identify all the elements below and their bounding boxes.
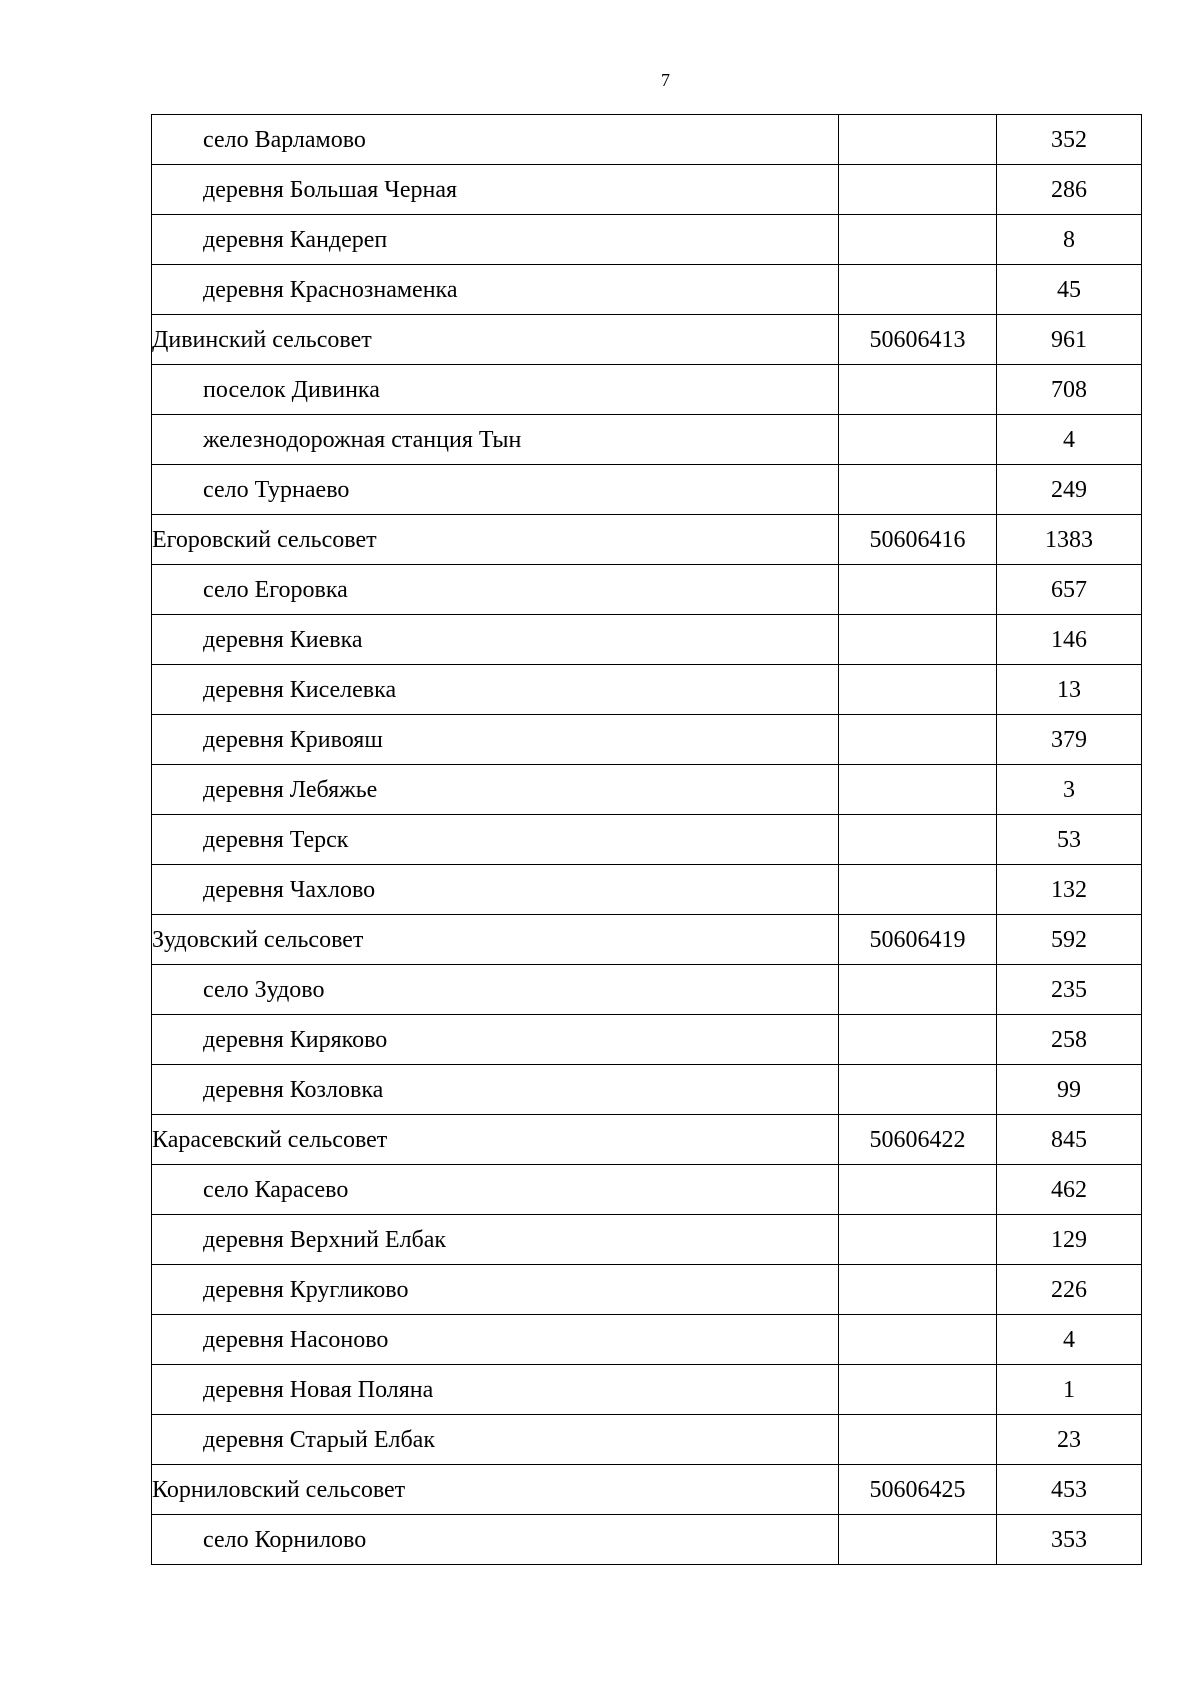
settlement-row xyxy=(152,565,1142,615)
population-cell: 1383 xyxy=(997,515,1142,565)
oktmo-code-cell xyxy=(839,115,997,165)
population-cell: 708 xyxy=(997,365,1142,415)
settlement-row xyxy=(152,815,1142,865)
settlement-row xyxy=(152,1165,1142,1215)
oktmo-code-cell xyxy=(839,1365,997,1415)
settlement-name-cell: деревня Большая Черная xyxy=(152,165,839,215)
council-name-cell: Карасевский сельсовет xyxy=(152,1115,839,1165)
settlement-row xyxy=(152,115,1142,165)
population-cell: 53 xyxy=(997,815,1142,865)
population-cell: 45 xyxy=(997,265,1142,315)
settlement-name-cell: деревня Киряково xyxy=(152,1015,839,1065)
oktmo-code-cell xyxy=(839,365,997,415)
table-body xyxy=(152,115,1142,1565)
population-cell: 4 xyxy=(997,1315,1142,1365)
oktmo-code-cell xyxy=(839,415,997,465)
oktmo-code-cell xyxy=(839,965,997,1015)
oktmo-code-cell xyxy=(839,715,997,765)
population-cell: 352 xyxy=(997,115,1142,165)
population-cell: 13 xyxy=(997,665,1142,715)
page-number: 7 xyxy=(661,70,670,90)
council-row xyxy=(152,315,1142,365)
population-cell: 249 xyxy=(997,465,1142,515)
oktmo-code-cell xyxy=(839,765,997,815)
oktmo-code-cell: 50606425 xyxy=(839,1465,997,1515)
oktmo-code-cell xyxy=(839,615,997,665)
council-row xyxy=(152,1115,1142,1165)
population-cell: 8 xyxy=(997,215,1142,265)
council-row xyxy=(152,1465,1142,1515)
council-row xyxy=(152,515,1142,565)
settlement-row xyxy=(152,715,1142,765)
population-cell: 845 xyxy=(997,1115,1142,1165)
settlement-row xyxy=(152,965,1142,1015)
settlement-row xyxy=(152,615,1142,665)
population-cell: 99 xyxy=(997,1065,1142,1115)
population-cell: 235 xyxy=(997,965,1142,1015)
settlement-row xyxy=(152,365,1142,415)
council-name-cell: Дивинский сельсовет xyxy=(152,315,839,365)
oktmo-code-cell xyxy=(839,1415,997,1465)
population-cell: 129 xyxy=(997,1215,1142,1265)
settlement-name-cell: село Варламово xyxy=(152,115,839,165)
oktmo-code-cell xyxy=(839,1015,997,1065)
population-cell: 379 xyxy=(997,715,1142,765)
settlement-name-cell: деревня Киевка xyxy=(152,615,839,665)
settlement-row xyxy=(152,1365,1142,1415)
settlement-row xyxy=(152,1215,1142,1265)
population-cell: 226 xyxy=(997,1265,1142,1315)
settlement-name-cell: село Корнилово xyxy=(152,1515,839,1565)
oktmo-code-cell xyxy=(839,665,997,715)
oktmo-code-cell xyxy=(839,1315,997,1365)
oktmo-code-cell: 50606413 xyxy=(839,315,997,365)
settlement-name-cell: деревня Кандереп xyxy=(152,215,839,265)
settlement-row xyxy=(152,1315,1142,1365)
oktmo-code-cell xyxy=(839,865,997,915)
settlement-name-cell: деревня Кривояш xyxy=(152,715,839,765)
settlement-name-cell: деревня Киселевка xyxy=(152,665,839,715)
population-cell: 592 xyxy=(997,915,1142,965)
oktmo-code-cell xyxy=(839,1165,997,1215)
council-name-cell: Зудовский сельсовет xyxy=(152,915,839,965)
settlement-row xyxy=(152,415,1142,465)
settlement-name-cell: село Турнаево xyxy=(152,465,839,515)
oktmo-code-cell xyxy=(839,465,997,515)
population-cell: 258 xyxy=(997,1015,1142,1065)
settlement-row xyxy=(152,765,1142,815)
settlement-name-cell: деревня Лебяжье xyxy=(152,765,839,815)
settlement-row xyxy=(152,1065,1142,1115)
settlement-name-cell: деревня Чахлово xyxy=(152,865,839,915)
oktmo-code-cell: 50606419 xyxy=(839,915,997,965)
oktmo-code-cell xyxy=(839,165,997,215)
population-cell: 146 xyxy=(997,615,1142,665)
settlement-row xyxy=(152,865,1142,915)
population-cell: 961 xyxy=(997,315,1142,365)
settlement-name-cell: железнодорожная станция Тын xyxy=(152,415,839,465)
settlement-name-cell: деревня Новая Поляна xyxy=(152,1365,839,1415)
settlement-row xyxy=(152,665,1142,715)
settlement-row xyxy=(152,165,1142,215)
population-cell: 353 xyxy=(997,1515,1142,1565)
settlements-table xyxy=(151,114,1142,1565)
council-name-cell: Егоровский сельсовет xyxy=(152,515,839,565)
population-cell: 453 xyxy=(997,1465,1142,1515)
settlement-name-cell: поселок Дивинка xyxy=(152,365,839,415)
settlement-name-cell: деревня Насоново xyxy=(152,1315,839,1365)
oktmo-code-cell xyxy=(839,265,997,315)
oktmo-code-cell: 50606416 xyxy=(839,515,997,565)
settlement-name-cell: деревня Старый Елбак xyxy=(152,1415,839,1465)
oktmo-code-cell xyxy=(839,815,997,865)
settlement-name-cell: село Зудово xyxy=(152,965,839,1015)
settlement-name-cell: деревня Краснознаменка xyxy=(152,265,839,315)
settlement-name-cell: село Карасево xyxy=(152,1165,839,1215)
population-cell: 657 xyxy=(997,565,1142,615)
oktmo-code-cell xyxy=(839,1215,997,1265)
population-cell: 1 xyxy=(997,1365,1142,1415)
council-row xyxy=(152,915,1142,965)
settlement-name-cell: деревня Терск xyxy=(152,815,839,865)
settlement-name-cell: деревня Верхний Елбак xyxy=(152,1215,839,1265)
oktmo-code-cell xyxy=(839,215,997,265)
settlement-row xyxy=(152,265,1142,315)
settlement-row xyxy=(152,1015,1142,1065)
oktmo-code-cell xyxy=(839,1265,997,1315)
settlement-name-cell: деревня Кругликово xyxy=(152,1265,839,1315)
oktmo-code-cell xyxy=(839,1065,997,1115)
settlement-name-cell: село Егоровка xyxy=(152,565,839,615)
population-cell: 4 xyxy=(997,415,1142,465)
settlement-row xyxy=(152,465,1142,515)
population-cell: 462 xyxy=(997,1165,1142,1215)
population-cell: 132 xyxy=(997,865,1142,915)
population-cell: 23 xyxy=(997,1415,1142,1465)
population-cell: 286 xyxy=(997,165,1142,215)
settlement-row xyxy=(152,1515,1142,1565)
population-cell: 3 xyxy=(997,765,1142,815)
settlement-name-cell: деревня Козловка xyxy=(152,1065,839,1115)
council-name-cell: Корниловский сельсовет xyxy=(152,1465,839,1515)
settlement-row xyxy=(152,1265,1142,1315)
oktmo-code-cell xyxy=(839,565,997,615)
settlement-row xyxy=(152,215,1142,265)
oktmo-code-cell xyxy=(839,1515,997,1565)
settlement-row xyxy=(152,1415,1142,1465)
oktmo-code-cell: 50606422 xyxy=(839,1115,997,1165)
